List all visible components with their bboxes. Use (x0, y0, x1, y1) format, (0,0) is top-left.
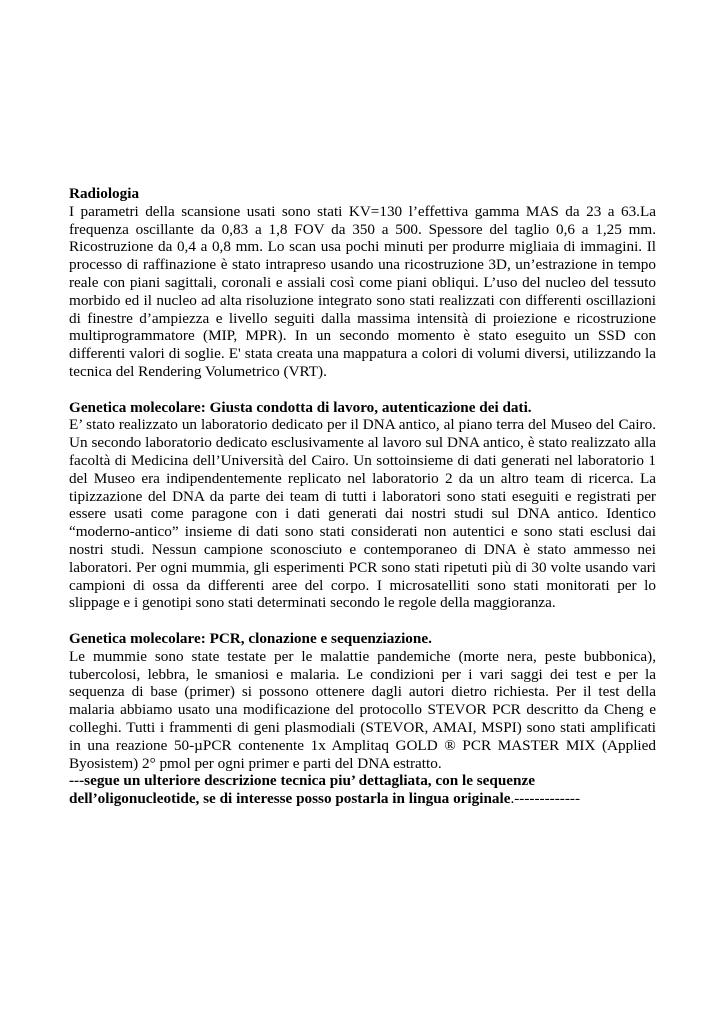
section-body: E’ stato realizzato un laboratorio dedicato per il DNA antico, al piano terra del Museo del Cairo. Un secondo laboratorio dedicato esclusivamente al lavoro sul DNA antico, è stato realizzato alla facoltà di Medicina dell’Università del Cairo. Un sottoinsieme di dati generati nel laboratorio 1 del Museo era indipendentemente replicato nel laboratorio 2 da un altro team di ricerca. La tipizzazione del DNA da parte dei team di tutti i laboratori sono stati eseguiti e registrati per essere usati come paragone con i dati generati dai nostri studi sul DNA antico. Identico “moderno-antico” insieme di dati sono stati considerati non autentici e sono stati esclusi dai nostri studi. Nessun campione sconosciuto e contemporaneo di DNA è stato ammesso nei laboratori. Per ogni mummia, gli esperimenti PCR sono stati ripetuti più di 30 volte usando vari campioni di ossa da differenti aree del corpo. I microsatelliti sono stati monitorati per lo slippage e i genotipi sono stati determinati secondo le regole della maggioranza. (69, 416, 656, 612)
closing-note-dashes: .------------- (510, 790, 580, 808)
section-genetica-condotta (69, 399, 656, 613)
section-body: Le mummie sono state testate per le malattie pandemiche (morte nera, peste bubbonica), tubercolosi, lebbra, le smaniosi e malaria. Le condizioni per i vari saggi dei test e per la sequenza di base (primer) si possono ottenere dagli autori dietro richiesta. Per il test della malaria abbiamo usato una modificazione del protocollo STEVOR PCR descritto da Cheng e colleghi. Tutti i frammenti di geni plasmodiali (STEVOR, AMAI, MSPI) sono stati amplificati in una reazione 50-µPCR contenente 1x Amplitaq GOLD ® PCR MASTER MIX (Applied Byosistem) 2° pmol per ogni primer e parti del DNA estratto. (69, 647, 656, 772)
section-heading: Radiologia (69, 185, 140, 202)
closing-note-bold: ---segue un ulteriore descrizione tecnica piu’ dettagliata, con le sequenze dell’oligonucleotide, se di interesse posso postarla in lingua originale (69, 772, 535, 808)
section-genetica-pcr (69, 630, 656, 772)
document-page (69, 185, 656, 808)
section-heading: Genetica molecolare: Giusta condotta di lavoro, autenticazione dei dati. (69, 398, 532, 416)
section-radiologia (69, 185, 656, 381)
section-body: I parametri della scansione usati sono stati KV=130 l’effettiva gamma MAS da 23 a 63.La frequenza oscillante da 0,83 a 1,8 FOV da 350 a 500. Spessore del taglio 0,6 a 1,25 mm. Ricostruzione da 0,4 a 0,8 mm. Lo scan usa pochi minuti per produrre migliaia di immagini. Il processo di raffinazione è stato intrapreso usando una ricostruzione 3D, un’estrazione in tempo reale con piani sagittali, coronali e assiali così come piani obliqui. L’uso del nucleo del tessuto morbido ed il nucleo ad alta risoluzione integrato sono stati realizzati con differenti oscillazioni di finestre d’ampiezza e livello seguiti dalla massima intensità di proiezione e ricostruzione multiprogrammatore (MIP, MPR). In un secondo momento è stato eseguito un SSD con differenti valori di soglie. E' stata creata una mappatura a colori di volumi diversi, utilizzando la tecnica del Rendering Volumetrico (VRT). (69, 202, 656, 380)
section-heading: Genetica molecolare: PCR, clonazione e sequenziazione. (69, 629, 432, 647)
closing-note (69, 772, 656, 808)
